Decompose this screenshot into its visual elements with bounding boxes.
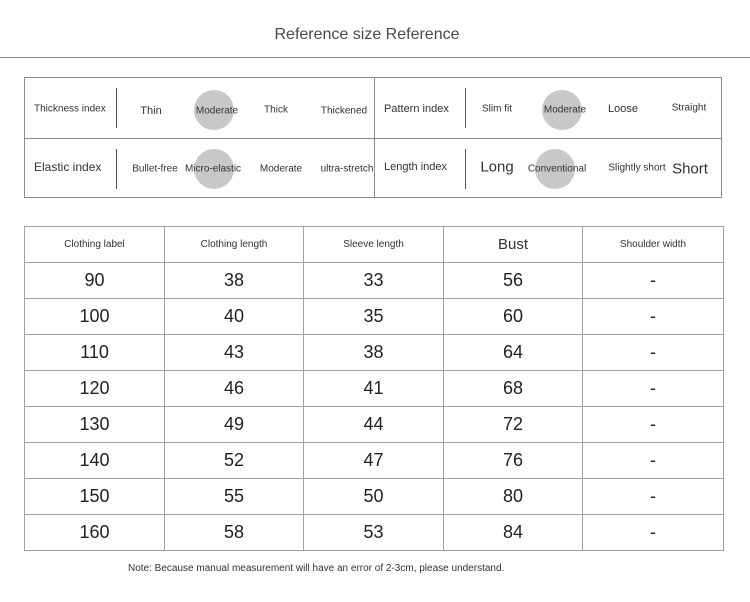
table-row: [25, 515, 724, 551]
elastic-option: Bullet-free: [132, 163, 178, 175]
length-option-selected: Conventional: [527, 163, 587, 175]
title-divider: [0, 57, 750, 58]
pattern-option: Slim fit: [482, 103, 512, 115]
table-cell: 38: [304, 335, 444, 371]
length-option: Slightly short: [608, 162, 666, 174]
thickness-option: Thin: [140, 105, 162, 117]
table-header-row: [25, 227, 724, 263]
table-cell: 44: [304, 407, 444, 443]
panel-row-divider: [25, 138, 721, 139]
length-separator: [465, 149, 466, 189]
table-cell: -: [583, 299, 724, 335]
table-cell: -: [583, 407, 724, 443]
column-header: Bust: [444, 227, 583, 263]
column-header: Shoulder width: [583, 227, 724, 263]
table-cell: 38: [165, 263, 304, 299]
table-cell: 52: [165, 443, 304, 479]
thickness-option: Thickened: [320, 105, 368, 117]
elastic-option-selected: Micro-elastic: [184, 163, 242, 175]
table-cell: 140: [25, 443, 165, 479]
table-cell: 130: [25, 407, 165, 443]
column-header: Sleeve length: [304, 227, 444, 263]
table-cell: 43: [165, 335, 304, 371]
table-cell: -: [583, 335, 724, 371]
table-cell: 90: [25, 263, 165, 299]
table-cell: 46: [165, 371, 304, 407]
panel-column-divider: [374, 78, 375, 197]
length-option: Short: [672, 160, 708, 178]
table-cell: -: [583, 515, 724, 551]
thickness-separator: [116, 88, 117, 128]
thickness-option: Thick: [264, 104, 288, 116]
pattern-option: Loose: [608, 103, 638, 115]
table-row: [25, 263, 724, 299]
table-row: [25, 443, 724, 479]
size-table: [24, 226, 724, 551]
table-row: [25, 407, 724, 443]
table-cell: 49: [165, 407, 304, 443]
elastic-option: Moderate: [259, 163, 303, 175]
table-cell: -: [583, 263, 724, 299]
elastic-option: ultra-stretch: [320, 163, 374, 175]
table-cell: 84: [444, 515, 583, 551]
table-cell: 35: [304, 299, 444, 335]
table-cell: 72: [444, 407, 583, 443]
page-title: Reference size Reference: [274, 26, 460, 43]
table-cell: 60: [444, 299, 583, 335]
table-cell: 80: [444, 479, 583, 515]
length-index-label: Length index: [384, 161, 447, 173]
pattern-option-selected: Moderate: [543, 104, 587, 116]
table-cell: -: [583, 443, 724, 479]
pattern-index-label: Pattern index: [384, 103, 449, 115]
table-cell: 58: [165, 515, 304, 551]
pattern-separator: [465, 88, 466, 128]
table-cell: 76: [444, 443, 583, 479]
table-cell: -: [583, 479, 724, 515]
length-option: Long: [480, 158, 514, 176]
table-cell: 47: [304, 443, 444, 479]
table-cell: 150: [25, 479, 165, 515]
table-row: [25, 479, 724, 515]
elastic-index-label: Elastic index: [34, 160, 102, 174]
column-header: Clothing label: [25, 227, 165, 263]
table-cell: 56: [444, 263, 583, 299]
table-cell: -: [583, 371, 724, 407]
thickness-index-label: Thickness index: [34, 103, 106, 115]
column-header: Clothing length: [165, 227, 304, 263]
table-row: [25, 371, 724, 407]
table-cell: 40: [165, 299, 304, 335]
table-cell: 68: [444, 371, 583, 407]
table-cell: 100: [25, 299, 165, 335]
elastic-separator: [116, 149, 117, 189]
table-cell: 41: [304, 371, 444, 407]
table-cell: 50: [304, 479, 444, 515]
table-cell: 33: [304, 263, 444, 299]
index-panel: [24, 77, 722, 198]
pattern-option: Straight: [671, 102, 707, 114]
table-cell: 110: [25, 335, 165, 371]
table-row: [25, 335, 724, 371]
table-cell: 160: [25, 515, 165, 551]
table-row: [25, 299, 724, 335]
table-cell: 55: [165, 479, 304, 515]
thickness-option-selected: Moderate: [195, 105, 239, 117]
table-cell: 64: [444, 335, 583, 371]
table-cell: 53: [304, 515, 444, 551]
measurement-note: Note: Because manual measurement will have an error of 2-3cm, please understand.: [128, 563, 505, 574]
table-cell: 120: [25, 371, 165, 407]
